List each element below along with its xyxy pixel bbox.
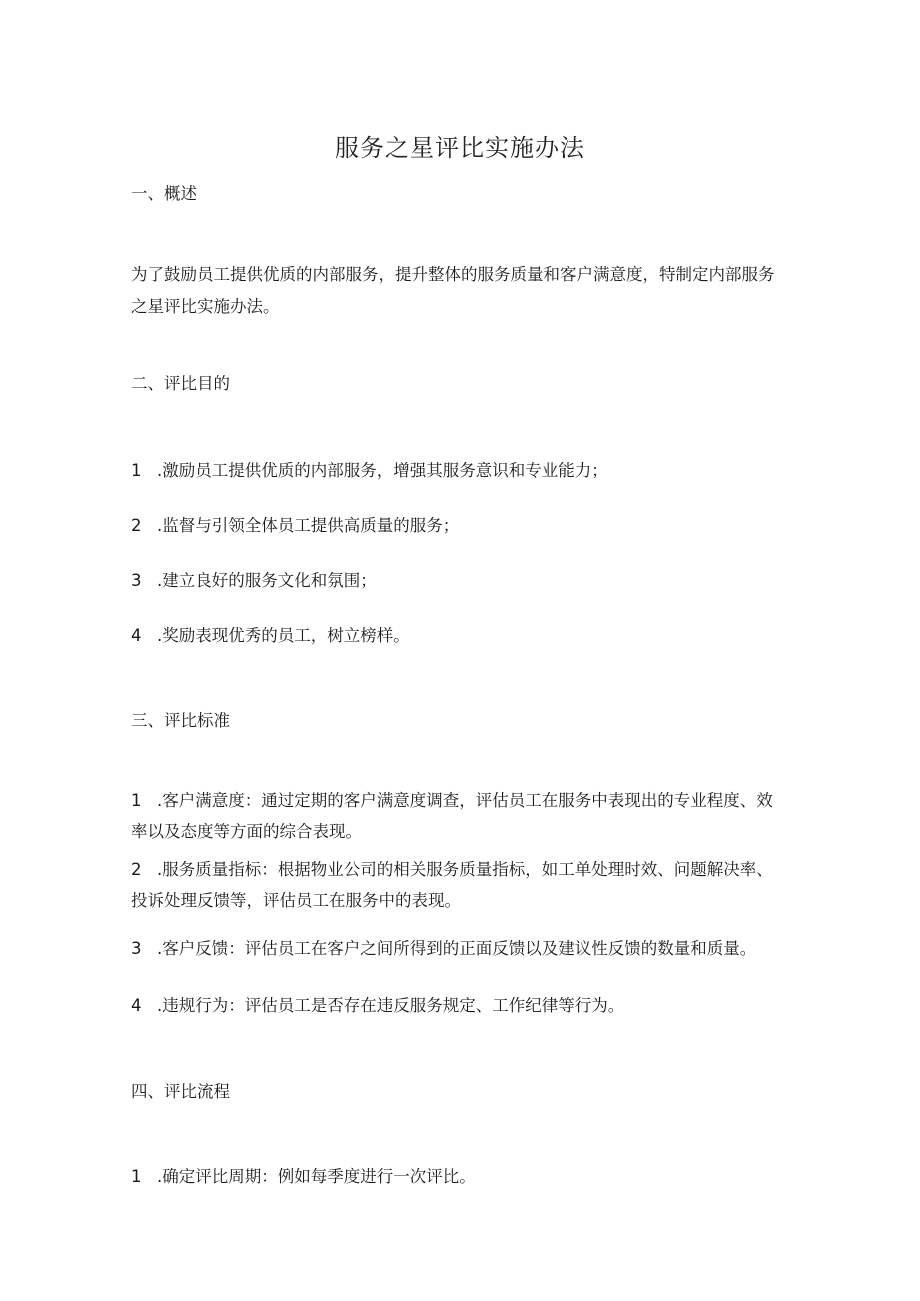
item-number: 1 [131, 1167, 142, 1186]
list-item [131, 620, 781, 651]
item-text: .建立良好的服务文化和氛围； [157, 571, 377, 590]
item-text: .奖励表现优秀的员工，树立榜样。 [157, 626, 410, 645]
item-text: .激励员工提供优质的内部服务，增强其服务意识和专业能力； [157, 461, 608, 480]
item-text: .服务质量指标：根据物业公司的相关服务质量指标，如工单处理时效、问题解决率、投诉处理反馈等，评估员工在服务中的表现。 [131, 860, 773, 910]
item-text: .客户反馈：评估员工在客户之间所得到的正面反馈以及建议性反馈的数量和质量。 [157, 939, 757, 958]
item-number: 4 [131, 626, 142, 645]
list-item [131, 510, 781, 541]
list-item [131, 565, 781, 596]
item-number: 1 [131, 791, 142, 810]
section-heading-criteria: 三、评比标准 [131, 711, 230, 730]
section-heading-process: 四、评比流程 [131, 1082, 230, 1101]
list-item [131, 785, 781, 847]
list-item [131, 455, 781, 486]
item-text: .监督与引领全体员工提供高质量的服务； [157, 516, 460, 535]
document-title: 服务之星评比实施办法 [335, 134, 585, 162]
item-text: .确定评比周期：例如每季度进行一次评比。 [157, 1167, 476, 1186]
item-text: .违规行为：评估员工是否存在违反服务规定、工作纪律等行为。 [157, 996, 625, 1015]
overview-paragraph: 为了鼓励员工提供优质的内部服务，提升整体的服务质量和客户满意度，特制定内部服务之星评比实施办法。 [131, 265, 775, 316]
list-item [131, 990, 781, 1021]
item-number: 2 [131, 516, 142, 535]
item-number: 2 [131, 860, 142, 879]
item-number: 3 [131, 571, 142, 590]
list-item [131, 854, 781, 916]
list-item [131, 933, 781, 964]
item-number: 1 [131, 461, 142, 480]
section-heading-overview: 一、概述 [131, 184, 197, 203]
item-number: 4 [131, 996, 142, 1015]
section-heading-purpose: 二、评比目的 [131, 374, 230, 393]
item-text: .客户满意度：通过定期的客户满意度调查，评估员工在服务中表现出的专业程度、效率以及态度等方面的综合表现。 [131, 791, 773, 841]
list-item [131, 1161, 781, 1192]
item-number: 3 [131, 939, 142, 958]
